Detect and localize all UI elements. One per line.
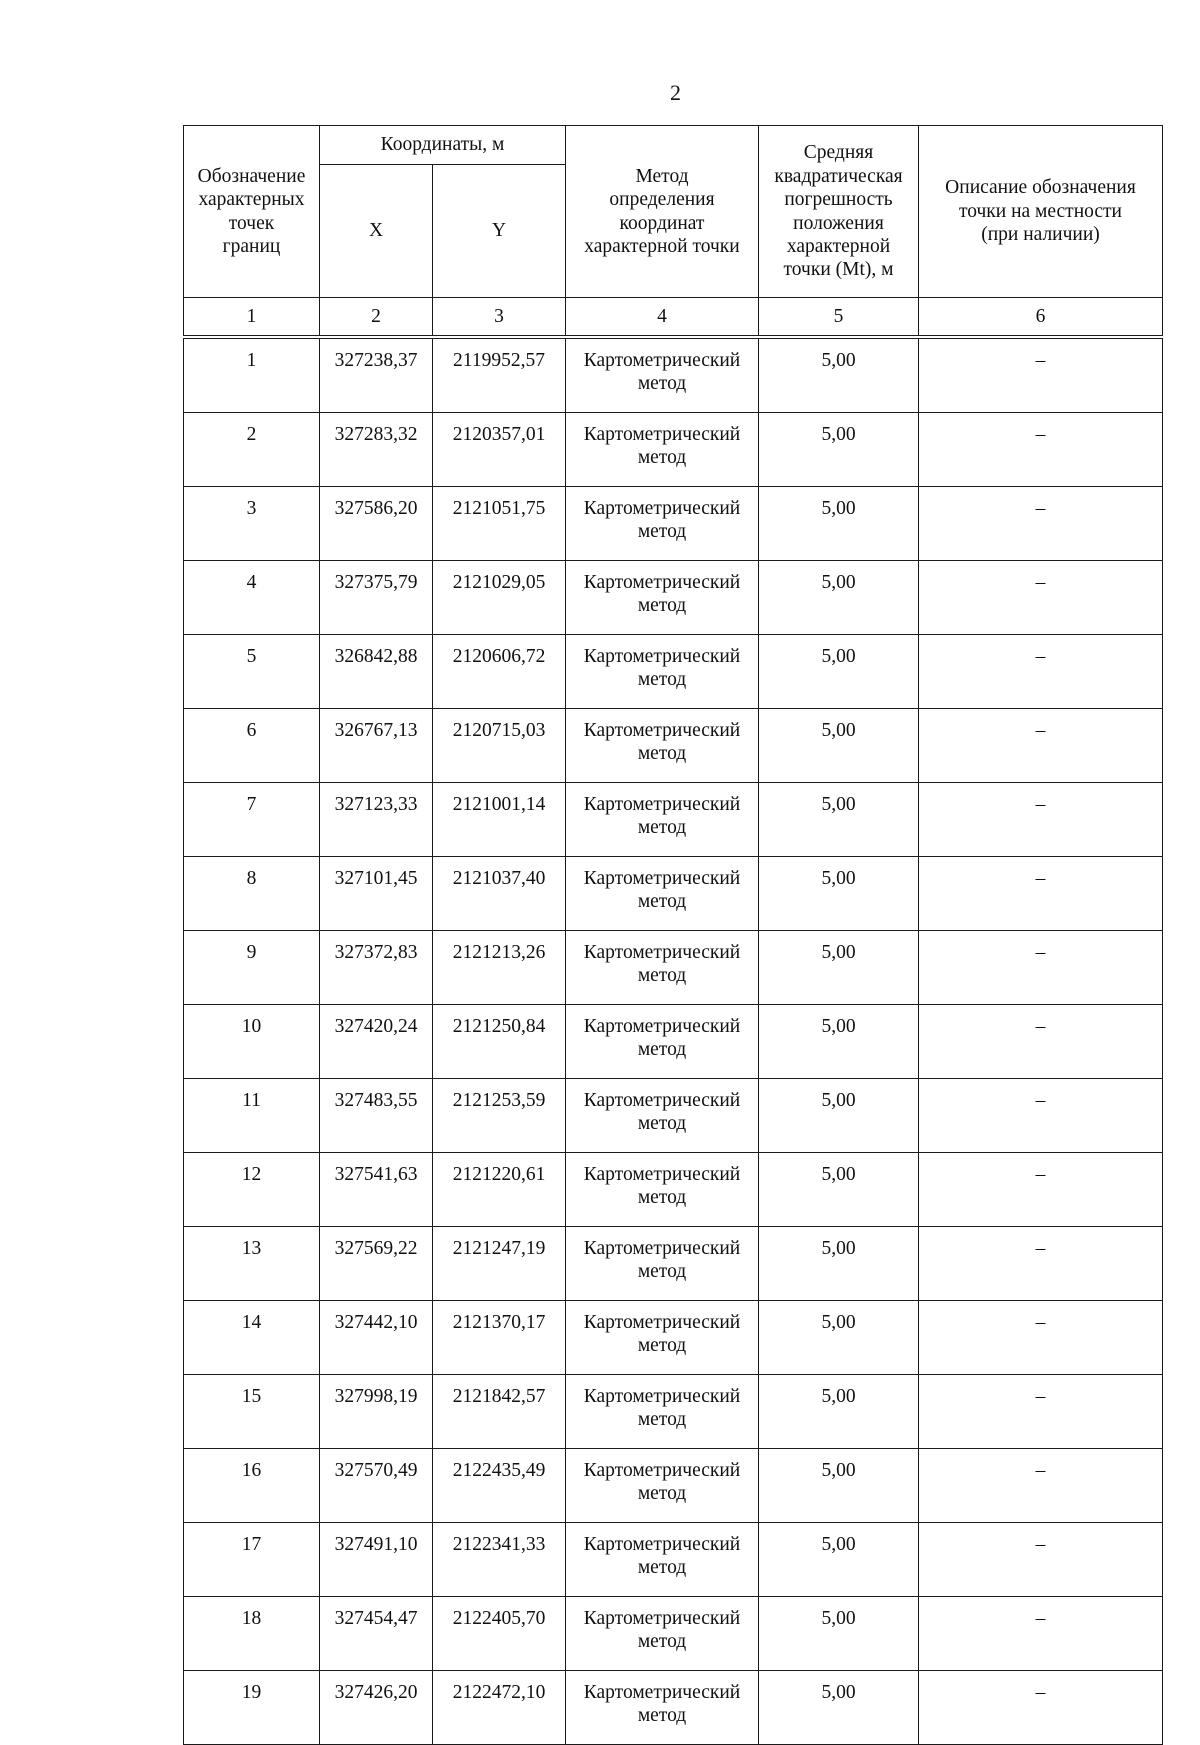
cell-error: 5,00 [759, 561, 919, 635]
cell-y: 2121029,05 [433, 561, 566, 635]
cell-x: 327541,63 [320, 1153, 433, 1227]
cell-error: 5,00 [759, 1597, 919, 1671]
cell-y: 2121001,14 [433, 783, 566, 857]
cell-point-number: 15 [184, 1375, 320, 1449]
method-text: Картометрический [583, 942, 741, 963]
method-text: метод [637, 743, 687, 765]
cell-method [566, 635, 759, 709]
cell-method [566, 1079, 759, 1153]
cell-error: 5,00 [759, 1523, 919, 1597]
cell-y: 2121842,57 [433, 1375, 566, 1449]
cell-error: 5,00 [759, 1153, 919, 1227]
coordinates-table [183, 125, 1163, 1745]
cell-description: – [919, 1005, 1163, 1079]
method-text: Картометрический [583, 720, 741, 741]
method-text: Картометрический [583, 1090, 741, 1111]
cell-x: 327372,83 [320, 931, 433, 1005]
cell-x: 326767,13 [320, 709, 433, 783]
cell-description: – [919, 783, 1163, 857]
cell-x: 327238,37 [320, 337, 433, 413]
cell-method [566, 1449, 759, 1523]
cell-error: 5,00 [759, 337, 919, 413]
cell-x: 327283,32 [320, 413, 433, 487]
cell-point-number: 1 [184, 337, 320, 413]
method-text: метод [637, 1483, 687, 1505]
cell-y: 2122435,49 [433, 1449, 566, 1523]
cell-x: 327426,20 [320, 1671, 433, 1745]
cell-point-number: 17 [184, 1523, 320, 1597]
table-row [184, 1079, 1163, 1153]
cell-method [566, 931, 759, 1005]
table-row [184, 1227, 1163, 1301]
cell-point-number: 13 [184, 1227, 320, 1301]
method-text: Картометрический [583, 1016, 741, 1037]
method-text: Картометрический [583, 794, 741, 815]
method-text: Картометрический [583, 868, 741, 889]
cell-method [566, 1153, 759, 1227]
method-text: Картометрический [583, 646, 741, 667]
cell-y: 2121051,75 [433, 487, 566, 561]
cell-description: – [919, 413, 1163, 487]
cell-description: – [919, 857, 1163, 931]
method-text: метод [637, 1557, 687, 1579]
cell-point-number: 18 [184, 1597, 320, 1671]
cell-x: 327442,10 [320, 1301, 433, 1375]
method-text: Картометрический [583, 1312, 741, 1333]
cell-method [566, 1227, 759, 1301]
cell-point-number: 9 [184, 931, 320, 1005]
cell-description: – [919, 931, 1163, 1005]
table-row [184, 1449, 1163, 1523]
cell-method [566, 1671, 759, 1745]
cell-x: 327998,19 [320, 1375, 433, 1449]
cell-error: 5,00 [759, 1449, 919, 1523]
cell-description: – [919, 487, 1163, 561]
cell-x: 327101,45 [320, 857, 433, 931]
method-text: Картометрический [583, 350, 741, 371]
column-number-row [184, 298, 1163, 338]
cell-point-number: 6 [184, 709, 320, 783]
cell-method [566, 857, 759, 931]
cell-method [566, 487, 759, 561]
cell-y: 2121037,40 [433, 857, 566, 931]
method-text: Картометрический [583, 498, 741, 519]
cell-y: 2121220,61 [433, 1153, 566, 1227]
cell-description: – [919, 1597, 1163, 1671]
table-row [184, 1671, 1163, 1745]
method-text: метод [637, 595, 687, 617]
cell-error: 5,00 [759, 709, 919, 783]
cell-description: – [919, 1301, 1163, 1375]
page-number: 2 [670, 80, 681, 105]
cell-y: 2121250,84 [433, 1005, 566, 1079]
method-text: Картометрический [583, 572, 741, 593]
cell-y: 2122341,33 [433, 1523, 566, 1597]
method-text: Картометрический [583, 1460, 741, 1481]
method-text: метод [637, 1039, 687, 1061]
cell-error: 5,00 [759, 1079, 919, 1153]
cell-point-number: 3 [184, 487, 320, 561]
column-number: 5 [759, 298, 919, 338]
cell-description: – [919, 1153, 1163, 1227]
method-text: метод [637, 817, 687, 839]
cell-error: 5,00 [759, 857, 919, 931]
table-row [184, 1301, 1163, 1375]
cell-method [566, 1375, 759, 1449]
table-row [184, 561, 1163, 635]
cell-x: 327454,47 [320, 1597, 433, 1671]
table-row [184, 709, 1163, 783]
method-text: метод [637, 1335, 687, 1357]
cell-method [566, 561, 759, 635]
cell-point-number: 16 [184, 1449, 320, 1523]
cell-y: 2120715,03 [433, 709, 566, 783]
cell-method [566, 413, 759, 487]
method-text: метод [637, 373, 687, 395]
table-row [184, 857, 1163, 931]
column-number: 6 [919, 298, 1163, 338]
cell-error: 5,00 [759, 1671, 919, 1745]
table-row [184, 931, 1163, 1005]
cell-x: 327491,10 [320, 1523, 433, 1597]
cell-y: 2119952,57 [433, 337, 566, 413]
cell-x: 327586,20 [320, 487, 433, 561]
cell-method [566, 1597, 759, 1671]
method-text: метод [637, 1261, 687, 1283]
cell-point-number: 19 [184, 1671, 320, 1745]
cell-method [566, 783, 759, 857]
table-row [184, 1523, 1163, 1597]
method-text: метод [637, 669, 687, 691]
table-row [184, 487, 1163, 561]
cell-method [566, 1301, 759, 1375]
cell-x: 327569,22 [320, 1227, 433, 1301]
cell-error: 5,00 [759, 1005, 919, 1079]
method-text: метод [637, 1187, 687, 1209]
cell-error: 5,00 [759, 1301, 919, 1375]
table-row [184, 1153, 1163, 1227]
cell-point-number: 8 [184, 857, 320, 931]
header-point-designation: Обозначение характерных точек границ [184, 126, 320, 298]
cell-method [566, 1523, 759, 1597]
cell-point-number: 4 [184, 561, 320, 635]
table-row [184, 1005, 1163, 1079]
method-text: Картометрический [583, 1534, 741, 1555]
cell-y: 2120606,72 [433, 635, 566, 709]
cell-description: – [919, 1671, 1163, 1745]
cell-error: 5,00 [759, 1227, 919, 1301]
method-text: метод [637, 1113, 687, 1135]
method-text: Картометрический [583, 1386, 741, 1407]
cell-point-number: 10 [184, 1005, 320, 1079]
cell-description: – [919, 1227, 1163, 1301]
column-number: 4 [566, 298, 759, 338]
cell-error: 5,00 [759, 1375, 919, 1449]
cell-description: – [919, 1375, 1163, 1449]
cell-method [566, 337, 759, 413]
method-text: метод [637, 521, 687, 543]
method-text: Картометрический [583, 1608, 741, 1629]
cell-point-number: 12 [184, 1153, 320, 1227]
table-row [184, 413, 1163, 487]
cell-y: 2121247,19 [433, 1227, 566, 1301]
cell-description: – [919, 1449, 1163, 1523]
method-text: метод [637, 1409, 687, 1431]
cell-y: 2121213,26 [433, 931, 566, 1005]
cell-error: 5,00 [759, 931, 919, 1005]
table-row [184, 1375, 1163, 1449]
method-text: Картометрический [583, 424, 741, 445]
method-text: метод [637, 1705, 687, 1727]
cell-point-number: 7 [184, 783, 320, 857]
cell-description: – [919, 635, 1163, 709]
cell-y: 2120357,01 [433, 413, 566, 487]
cell-description: – [919, 709, 1163, 783]
table-row [184, 337, 1163, 413]
table-row [184, 635, 1163, 709]
cell-error: 5,00 [759, 783, 919, 857]
table-row [184, 783, 1163, 857]
table-row [184, 1597, 1163, 1671]
method-text: Картометрический [583, 1164, 741, 1185]
column-number: 3 [433, 298, 566, 338]
cell-point-number: 2 [184, 413, 320, 487]
cell-description: – [919, 561, 1163, 635]
column-number: 2 [320, 298, 433, 338]
cell-method [566, 1005, 759, 1079]
cell-error: 5,00 [759, 413, 919, 487]
cell-error: 5,00 [759, 487, 919, 561]
method-text: метод [637, 447, 687, 469]
cell-y: 2122472,10 [433, 1671, 566, 1745]
cell-x: 327420,24 [320, 1005, 433, 1079]
cell-point-number: 5 [184, 635, 320, 709]
method-text: Картометрический [583, 1682, 741, 1703]
cell-description: – [919, 337, 1163, 413]
header-mean-square-error: Средняя квадратическая погрешность положения характерной точки (Mt), м [759, 126, 919, 298]
method-text: метод [637, 965, 687, 987]
cell-y: 2121253,59 [433, 1079, 566, 1153]
table-body [184, 337, 1163, 1745]
cell-point-number: 14 [184, 1301, 320, 1375]
cell-x: 327570,49 [320, 1449, 433, 1523]
cell-description: – [919, 1523, 1163, 1597]
header-description: Описание обозначения точки на местности (при наличии) [919, 126, 1163, 298]
header-coordinates: Координаты, м [320, 126, 566, 165]
coordinates-table-container [183, 125, 1162, 1745]
column-number: 1 [184, 298, 320, 338]
cell-y: 2122405,70 [433, 1597, 566, 1671]
cell-x: 327483,55 [320, 1079, 433, 1153]
header-x: X [320, 165, 433, 298]
method-text: метод [637, 891, 687, 913]
cell-error: 5,00 [759, 635, 919, 709]
table-header [184, 126, 1163, 338]
method-text: метод [637, 1631, 687, 1653]
method-text: Картометрический [583, 1238, 741, 1259]
cell-y: 2121370,17 [433, 1301, 566, 1375]
cell-x: 326842,88 [320, 635, 433, 709]
header-y: Y [433, 165, 566, 298]
cell-x: 327123,33 [320, 783, 433, 857]
cell-point-number: 11 [184, 1079, 320, 1153]
header-method: Метод определения координат характерной точки [566, 126, 759, 298]
cell-method [566, 709, 759, 783]
cell-x: 327375,79 [320, 561, 433, 635]
cell-description: – [919, 1079, 1163, 1153]
